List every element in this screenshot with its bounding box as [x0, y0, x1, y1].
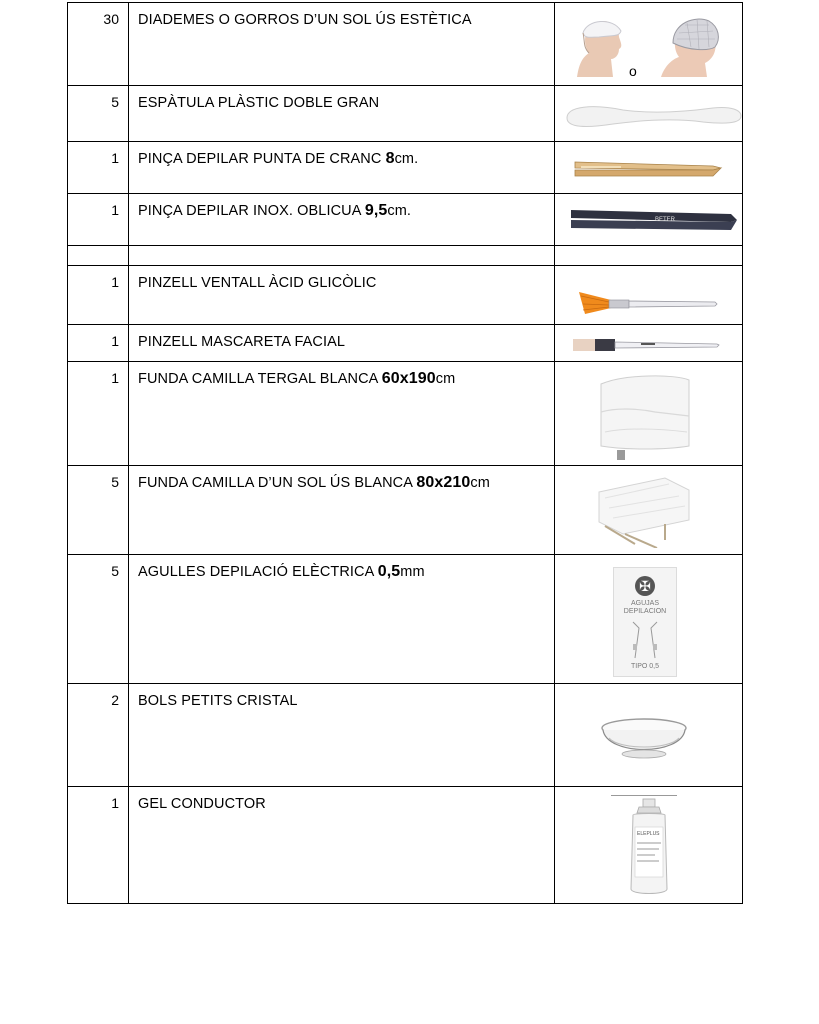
description-text: BOLS PETITS CRISTAL — [138, 693, 298, 709]
table-row — [68, 362, 743, 466]
description-measure: 80x210 — [416, 474, 471, 491]
image-cell — [555, 246, 743, 266]
gel-bottle-photo — [625, 797, 675, 897]
table-row — [68, 787, 743, 904]
quantity-cell: 5 — [68, 466, 129, 555]
table-row — [68, 3, 743, 86]
quantity-cell: 1 — [68, 362, 129, 466]
description-text: AGULLES DEPILACIÓ ELÈCTRICA — [138, 564, 378, 580]
gel-brand-text: ELEPLUS — [637, 831, 660, 837]
divider-line — [611, 795, 677, 796]
description-cell — [129, 325, 555, 362]
table-row — [68, 555, 743, 684]
description-unit: cm. — [394, 151, 419, 167]
description-cell — [129, 246, 555, 266]
image-cell — [555, 142, 743, 194]
quantity-cell: 2 — [68, 684, 129, 787]
quantity-cell: 5 — [68, 86, 129, 142]
description-text: FUNDA CAMILLA TERGAL BLANCA — [138, 371, 382, 387]
description-measure: 0,5 — [377, 563, 401, 580]
quantity-cell: 30 — [68, 3, 129, 86]
needles-pack-photo — [613, 567, 677, 677]
gold-tweezers-photo — [573, 156, 725, 180]
description-cell — [129, 266, 555, 325]
description-measure: 60x190 — [381, 370, 436, 387]
image-cell — [555, 3, 743, 86]
table-row — [68, 142, 743, 194]
description-cell — [129, 787, 555, 904]
table-row — [68, 246, 743, 266]
headband-and-cap-photos — [569, 13, 729, 79]
needles-icon — [623, 620, 667, 660]
black-tweezers-photo — [569, 206, 739, 234]
inventory-table — [67, 2, 743, 904]
or-text: o — [629, 63, 637, 79]
image-cell — [555, 194, 743, 246]
description-cell — [129, 194, 555, 246]
mask-brush-photo — [571, 335, 721, 355]
description-cell — [129, 555, 555, 684]
description-text: PINZELL VENTALL ÀCID GLICÒLIC — [138, 275, 377, 291]
image-cell — [555, 466, 743, 555]
table-row — [68, 466, 743, 555]
glass-bowl-photo — [599, 716, 689, 766]
description-text: PINÇA DEPILAR INOX. OBLICUA — [138, 203, 365, 219]
table-row — [68, 86, 743, 142]
description-unit: cm. — [387, 203, 412, 219]
description-text: PINZELL MASCARETA FACIAL — [138, 334, 346, 350]
tweezers-brand-text: BETER — [655, 217, 676, 223]
table-row — [68, 194, 743, 246]
description-text: FUNDA CAMILLA D’UN SOL ÚS BLANCA — [138, 475, 417, 491]
description-unit: mm — [400, 564, 425, 580]
cross-logo-icon: ✠ — [635, 576, 655, 596]
disposable-couch-cover-photo — [595, 474, 691, 548]
pack-line1: AGUJAS — [630, 600, 659, 607]
description-cell — [129, 362, 555, 466]
quantity-cell — [68, 246, 129, 266]
description-measure: 8 — [385, 150, 395, 167]
table-row — [68, 325, 743, 362]
image-cell — [555, 266, 743, 325]
quantity-cell: 1 — [68, 142, 129, 194]
description-measure: 9,5 — [364, 202, 388, 219]
quantity-cell: 1 — [68, 194, 129, 246]
description-cell — [129, 466, 555, 555]
image-cell — [555, 86, 743, 142]
description-text: GEL CONDUCTOR — [138, 796, 266, 812]
image-cell — [555, 684, 743, 787]
fan-brush-photo — [575, 278, 720, 316]
description-cell — [129, 86, 555, 142]
description-cell — [129, 684, 555, 787]
description-cell — [129, 3, 555, 86]
image-cell — [555, 555, 743, 684]
table-row — [68, 684, 743, 787]
pack-type: TIPO 0,5 — [630, 663, 659, 670]
description-unit: cm — [435, 371, 456, 387]
spatula-photo — [563, 100, 743, 130]
description-text: DIADEMES O GORROS D’UN SOL ÚS ESTÈTICA — [138, 12, 472, 28]
description-unit: cm — [470, 475, 490, 491]
table-row — [68, 266, 743, 325]
quantity-cell: 1 — [68, 325, 129, 362]
description-text: ESPÀTULA PLÀSTIC DOBLE GRAN — [138, 95, 380, 111]
quantity-cell: 1 — [68, 787, 129, 904]
image-cell — [555, 787, 743, 904]
pack-line2: DEPILACION — [623, 608, 667, 615]
quantity-cell: 5 — [68, 555, 129, 684]
description-text: PINÇA DEPILAR PUNTA DE CRANC — [138, 151, 386, 167]
image-cell — [555, 325, 743, 362]
image-cell — [555, 362, 743, 466]
description-cell — [129, 142, 555, 194]
terry-couch-cover-photo — [595, 372, 691, 460]
quantity-cell: 1 — [68, 266, 129, 325]
